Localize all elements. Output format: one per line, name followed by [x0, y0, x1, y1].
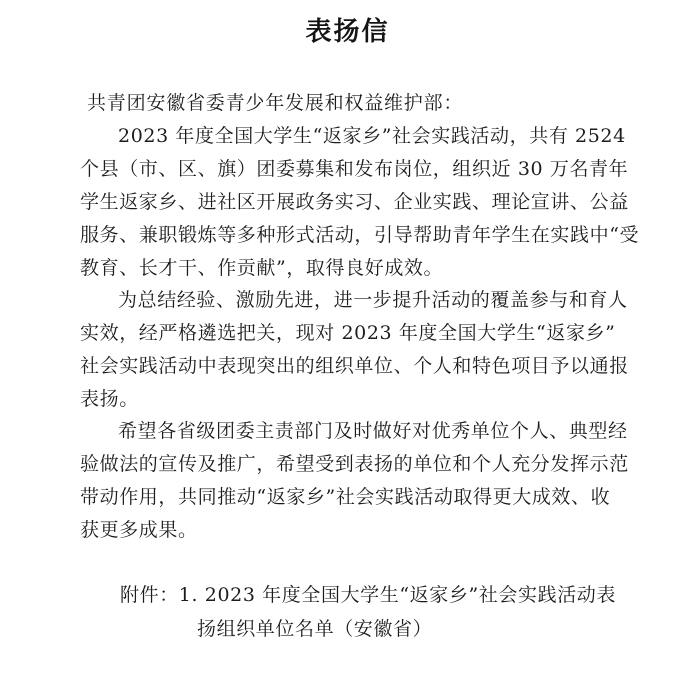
paragraph-line: 教育、长才干、作贡献”，取得良好成效。: [80, 257, 444, 279]
paragraph-line: 实效，经严格遴选把关，现对 2023 年度全国大学生“返家乡”: [80, 322, 616, 344]
paragraph-line: 社会实践活动中表现突出的组织单位、个人和特色项目予以通报: [80, 355, 629, 377]
paragraph-line: 获更多成果。: [80, 519, 198, 541]
paragraph-3: [80, 415, 629, 547]
attachment-line: 扬组织单位名单（安徽省）: [197, 618, 433, 640]
salutation: 共青团安徽省委青少年发展和权益维护部：: [87, 92, 464, 114]
paragraph-line: 希望各省级团委主责部门及时做好对优秀单位个人、典型经: [118, 420, 628, 442]
paragraph-line: 个县（市、区、旗）团委募集和发布岗位，组织近 30 万名青年: [80, 158, 629, 180]
paragraph-line: 验做法的宣传及推广，希望受到表扬的单位和个人充分发挥示范: [80, 453, 629, 475]
paragraph-line: 2023 年度全国大学生“返家乡”社会实践活动，共有 2524: [118, 125, 626, 147]
attachment-line: 附件：1. 2023 年度全国大学生“返家乡”社会实践活动表: [120, 584, 616, 606]
paragraph-line: 学生返家乡、进社区开展政务实习、企业实践、理论宣讲、公益: [80, 191, 629, 213]
paragraph-line: 表扬。: [80, 388, 139, 410]
paragraph-line: 为总结经验、激励先进，进一步提升活动的覆盖参与和育人: [118, 289, 628, 311]
paragraph-2: [80, 284, 629, 416]
attachment-note: [120, 578, 640, 646]
document-title: 表扬信: [305, 17, 390, 47]
paragraph-line: 带动作用，共同推动“返家乡”社会实践活动取得更大成效、收: [80, 486, 611, 508]
paragraph-line: 服务、兼职锻炼等多种形式活动，引导帮助青年学生在实践中“受: [80, 224, 640, 246]
paragraph-1: [80, 120, 640, 285]
